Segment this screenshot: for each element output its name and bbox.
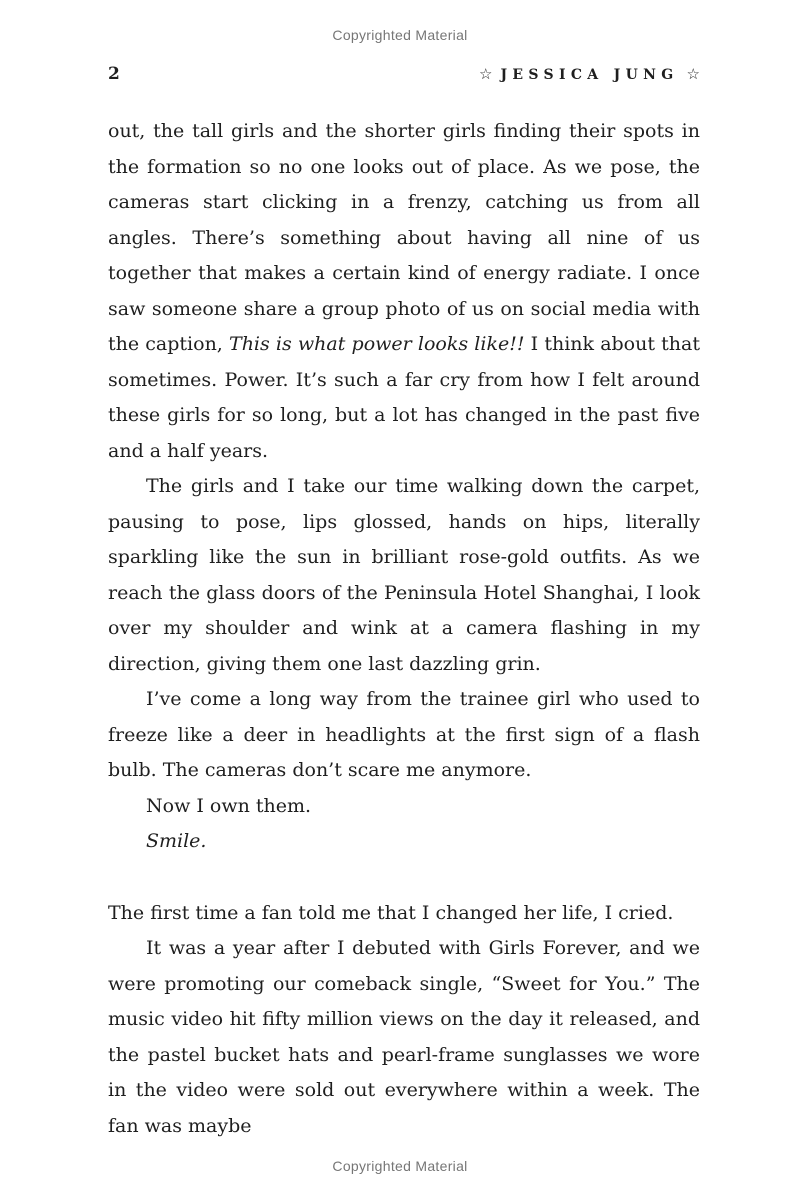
- star-icon: ☆: [686, 65, 700, 83]
- text-run: I think about that sometimes. Power. It’s such a far cry from how I felt around these girls for so long, but a lot has changed in the past five and a half years.: [108, 333, 700, 462]
- running-head: [479, 65, 700, 83]
- italic-text-run: This is what power looks like!!: [229, 333, 525, 355]
- paragraph: [108, 469, 700, 682]
- body-text: [108, 114, 700, 1144]
- text-run: I’ve come a long way from the trainee girl who used to freeze like a deer in headlights at the first sign of a flash bulb. The cameras don’t scare me anymore.: [108, 688, 700, 781]
- text-run: The girls and I take our time walking down the carpet, pausing to pose, lips glossed, hands on hips, literally sparkling like the sun in brilliant rose-gold outfits. As we reach the glass doors of the Peninsula Hotel Shanghai, I look over my shoulder and wink at a camera flashing in my direction, giving them one last dazzling grin.: [108, 475, 700, 675]
- paragraph: [108, 114, 700, 469]
- text-run: It was a year after I debuted with Girls Forever, and we were promoting our comeback single, “Sweet for You.” The music video hit fifty million views on the day it released, and the pastel bucket hats and pearl-frame sunglasses we wore in the video were sold out everywhere within a week. The fan was maybe: [108, 937, 700, 1137]
- paragraph: [108, 789, 700, 825]
- running-head-text: JESSICA JUNG: [500, 67, 679, 83]
- paragraph: [108, 824, 700, 860]
- paragraph: [108, 682, 700, 789]
- page-header: [108, 64, 700, 84]
- paragraph: [108, 896, 700, 932]
- text-run: The first time a fan told me that I changed her life, I cried.: [108, 901, 674, 924]
- page-number: 2: [108, 64, 121, 84]
- italic-text-run: Smile.: [146, 830, 207, 852]
- text-run: out, the tall girls and the shorter girls finding their spots in the formation so no one looks out of place. As we pose, the cameras start clicking in a frenzy, catching us from all angles. There’s something about having all nine of us together that makes a certain kind of energy radiate. I once saw someone share a group photo of us on social media with the caption,: [108, 120, 700, 355]
- star-icon: ☆: [479, 65, 493, 83]
- text-run: Now I own them.: [146, 794, 312, 817]
- copyright-notice-bottom: Copyrighted Material: [332, 1158, 468, 1174]
- paragraph: [108, 931, 700, 1144]
- copyright-notice-top: Copyrighted Material: [332, 27, 468, 43]
